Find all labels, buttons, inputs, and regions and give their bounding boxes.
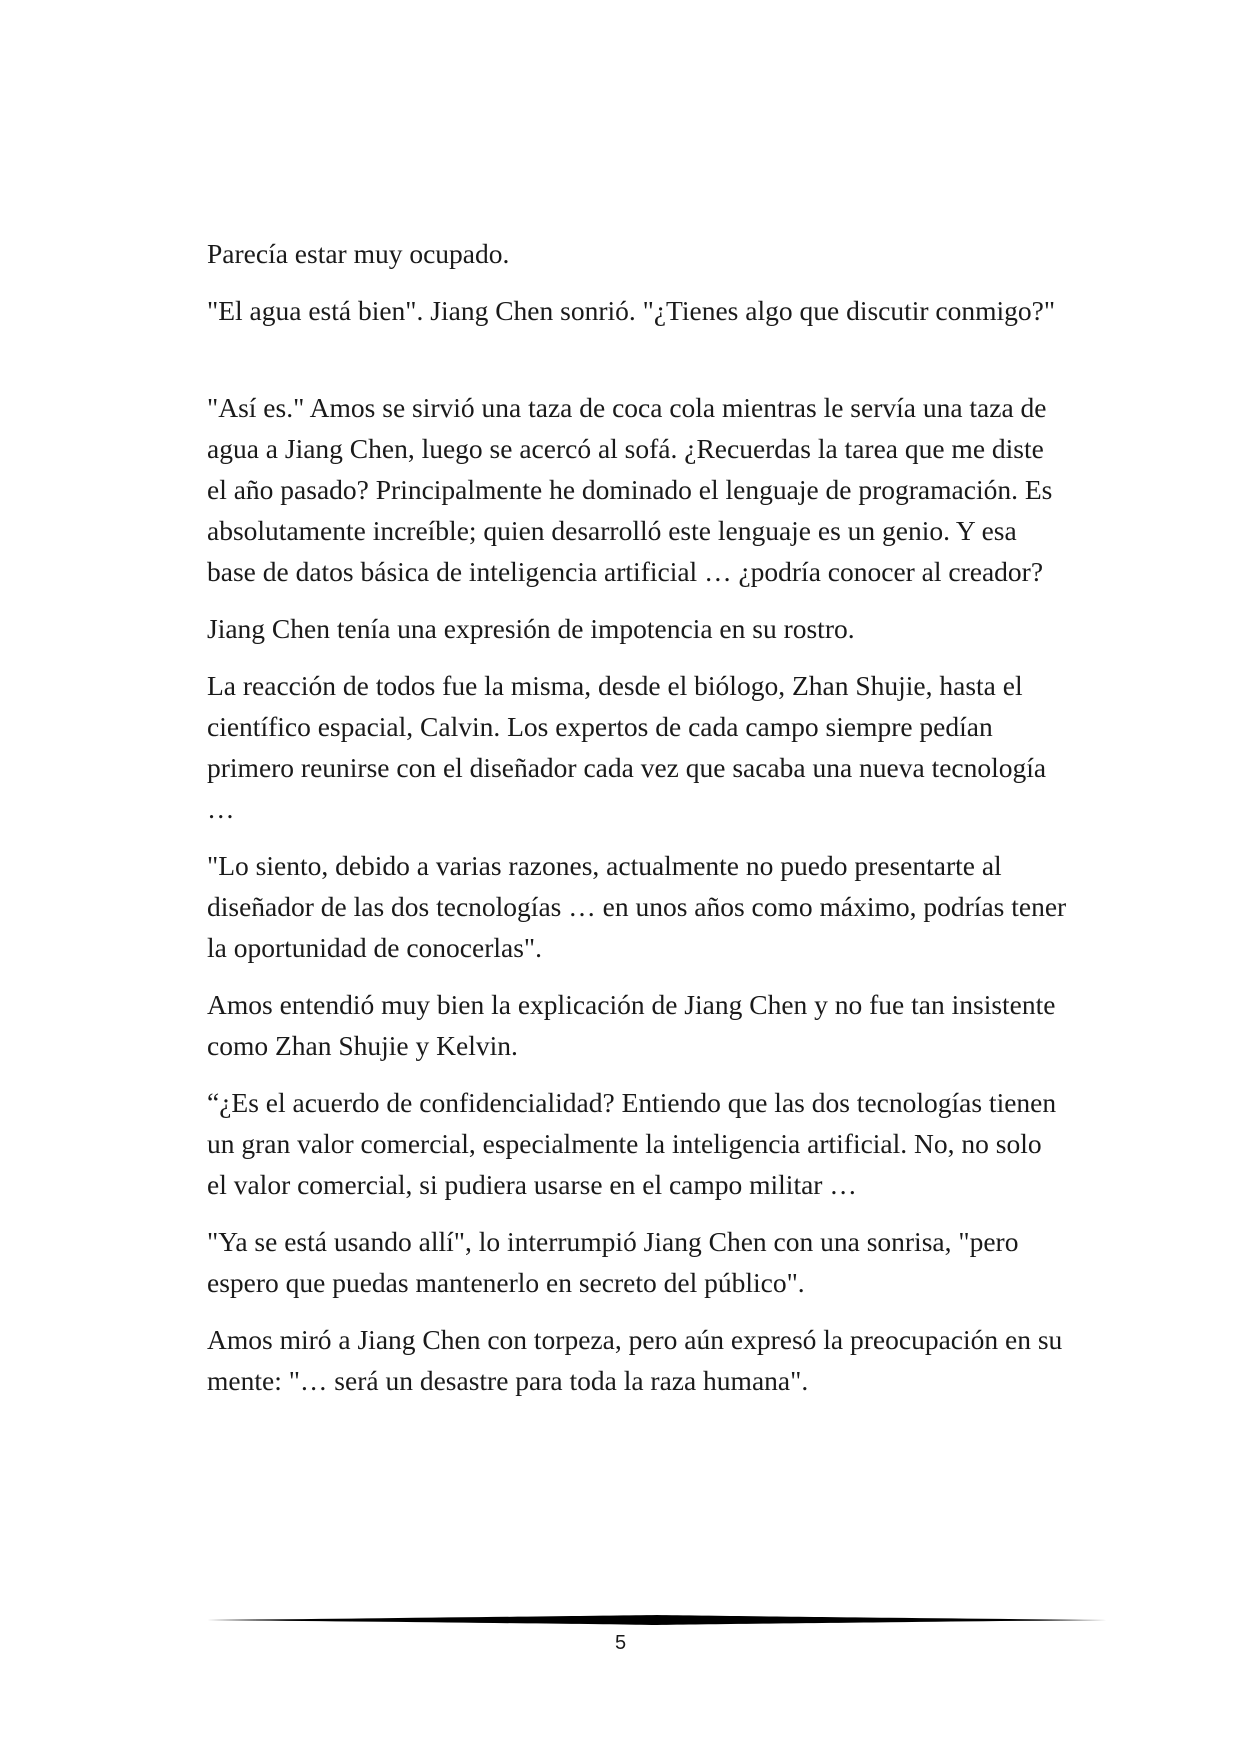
paragraph: La reacción de todos fue la misma, desde el biólogo, Zhan Shujie, hasta el científico espacial, Calvin. Los expertos de cada campo siempre pedían primero reunirse con el diseñador cada vez que sacaba una nueva tecnología … bbox=[207, 670, 1047, 824]
paragraph: "Lo siento, debido a varias razones, actualmente no puedo presentarte al diseñador de las dos tecnologías … en unos años como máximo, podrías tener la oportunidad de conocerlas". bbox=[207, 850, 1067, 963]
paragraph: Jiang Chen tenía una expresión de impotencia en su rostro. bbox=[207, 613, 855, 644]
paragraph: "Así es." Amos se sirvió una taza de coca cola mientras le servía una taza de agua a Jiang Chen, luego se acercó al sofá. ¿Recuerdas la tarea que me diste el año pasado? Principalmente he dominado el lenguaje de programación. Es absolutamente increíble; quien desarrolló este lenguaje es un genio. Y esa base de datos básica de inteligencia artificial … ¿podría conocer al creador? bbox=[207, 392, 1053, 587]
page-number: 5 bbox=[614, 1632, 627, 1654]
paragraph: "Ya se está usando allí", lo interrumpió Jiang Chen con una sonrisa, "pero espero que puedas mantenerlo en secreto del público". bbox=[207, 1226, 1019, 1298]
footer-divider bbox=[207, 1613, 1107, 1627]
paragraph: "El agua está bien". Jiang Chen sonrió. "¿Tienes algo que discutir conmigo?" bbox=[207, 295, 1056, 326]
paragraph: Parecía estar muy ocupado. bbox=[207, 238, 510, 269]
paragraph: Amos entendió muy bien la explicación de Jiang Chen y no fue tan insistente como Zhan Shujie y Kelvin. bbox=[207, 989, 1056, 1061]
paragraph: Amos miró a Jiang Chen con torpeza, pero aún expresó la preocupación en su mente: "… será un desastre para toda la raza humana". bbox=[207, 1324, 1063, 1396]
page-body bbox=[207, 233, 1067, 1417]
paragraph: “¿Es el acuerdo de confidencialidad? Entiendo que las dos tecnologías tienen un gran valor comercial, especialmente la inteligencia artificial. No, no solo el valor comercial, si pudiera usarse en el campo militar … bbox=[207, 1087, 1057, 1200]
